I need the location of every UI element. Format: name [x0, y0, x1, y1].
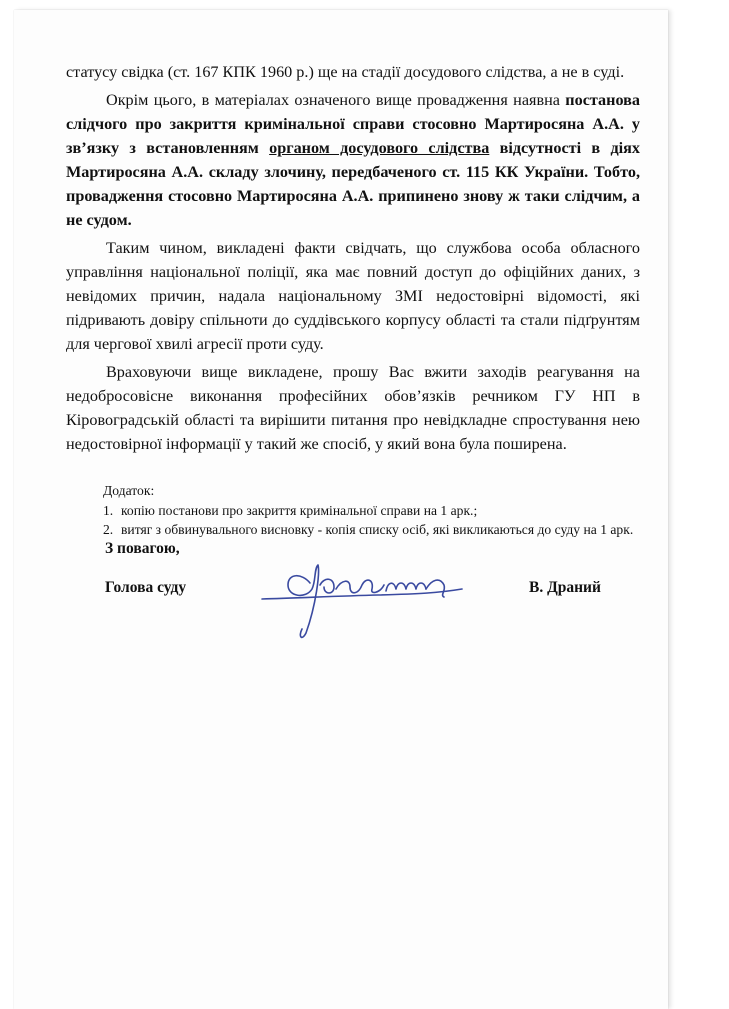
letter-body: [66, 60, 640, 539]
attachment-text: витяг з обвинувального висновку - копія списку осіб, які викликаються до суду на 1 арк.: [121, 522, 634, 537]
paragraph-2-underlined: органом досудового слідства: [269, 139, 490, 157]
paragraph-2-bold-b: відсутності в діях Мартиросяна А.А. складу злочину, передбаченого ст. 115 КК України. Тобто, провадження стосовно Мартиросяна А.А. припинено знову ж таки слідчим, а не судом.: [66, 139, 640, 229]
attachment-item: [103, 520, 640, 539]
paragraph-4: Враховуючи вище викладене, прошу Вас вжити заходів реагування на недобросовісне виконання професійних обов’язків речником ГУ НП в Кіровоградській області та вирішити питання про невідкладне спростування нею недостовірної інформації у такий же спосіб, у який вона була поширена.: [66, 363, 640, 453]
signer-position: Голова суду: [105, 579, 187, 596]
attachments-block: [103, 481, 640, 539]
paragraph-1: статусу свідка (ст. 167 КПК 1960 р.) ще на стадії досудового слідства, а не в суді.: [66, 63, 625, 81]
document-page: [14, 10, 668, 1009]
attachment-number: 2.: [103, 522, 114, 537]
paragraph-2-bold-a: постанова слідчого про закриття кримінальної справи стосовно Мартиросяна А.А. у зв’язку з встановленням: [66, 91, 640, 157]
signature-strokes: [262, 565, 462, 637]
attachments-list: [103, 501, 640, 539]
attachment-text: копію постанови про закриття кримінальної справи на 1 арк.;: [121, 503, 478, 518]
paragraph-2-intro: Окрім цього, в матеріалах означеного вище провадження наявна: [106, 91, 566, 109]
signer-name: В. Драний: [529, 579, 601, 596]
paragraph-3: Таким чином, викладені факти свідчать, що службова особа обласного управління національної поліції, яка має повний доступ до офіційних даних, з невідомих причин, надала національному ЗМІ недостовірні відомості, які підривають довіру спільноти до суддівського корпусу області та стали підґрунтям для чергової хвилі агресії проти суду.: [66, 239, 640, 353]
attachment-item: [103, 501, 640, 520]
attachment-number: 1.: [103, 503, 114, 518]
attachments-title: Додаток:: [103, 483, 155, 498]
paragraph-2: [66, 88, 640, 232]
closing-regards: З повагою,: [105, 540, 180, 557]
handwritten-signature: [258, 555, 468, 645]
